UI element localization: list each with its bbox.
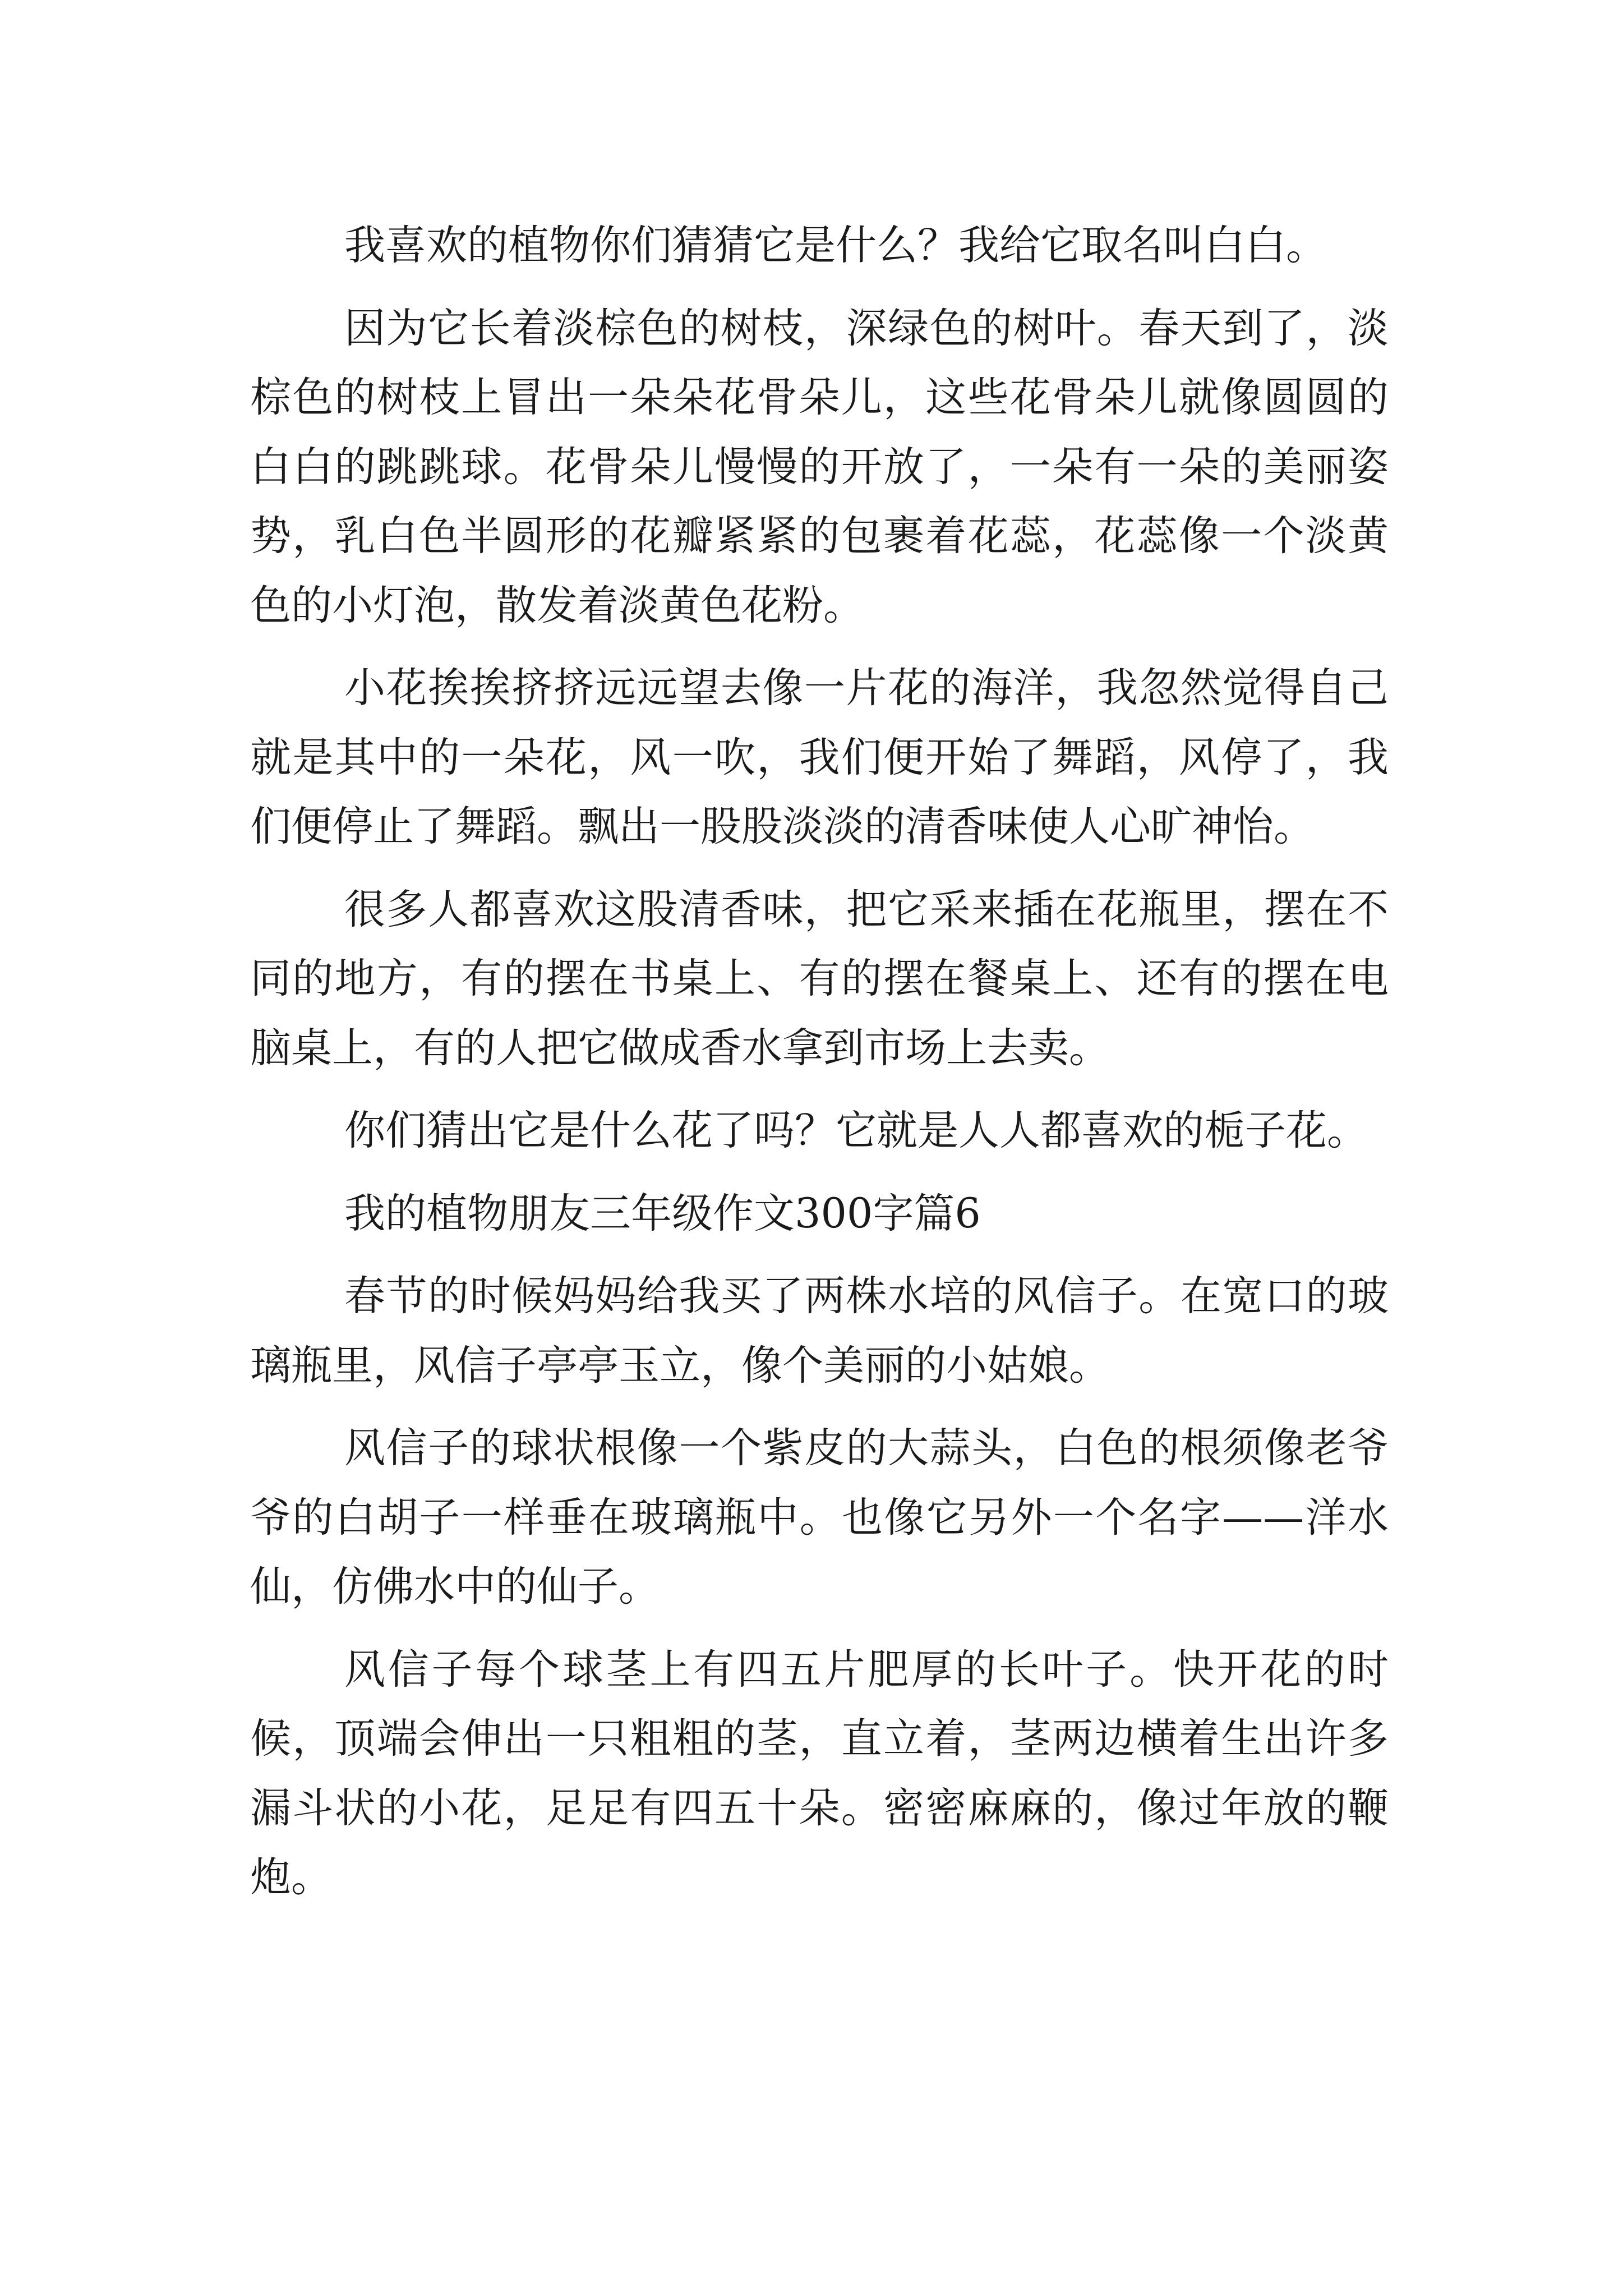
paragraph-8: 风信子每个球茎上有四五片肥厚的长叶子。快开花的时候，顶端会伸出一只粗粗的茎，直立着，茎两边横着生出许多漏斗状的小花，足足有四五十朵。密密麻麻的，像过年放的鞭炮。 — [250, 1645, 1389, 1901]
paragraph-7: 风信子的球状根像一个紫皮的大蒜头，白色的根须像老爷爷的白胡子一样垂在玻璃瓶中。也像它另外一个名字——洋水仙，仿佛水中的仙子。 — [250, 1424, 1389, 1611]
essay-body — [250, 211, 1389, 1926]
paragraph-2: 因为它长着淡棕色的树枝，深绿色的树叶。春天到了，淡棕色的树枝上冒出一朵朵花骨朵儿，这些花骨朵儿就像圆圆的白白的跳跳球。花骨朵儿慢慢的开放了，一朵有一朵的美丽姿势，乳白色半圆形的花瓣紧紧的包裹着花蕊，花蕊像一个淡黄色的小灯泡，散发着淡黄色花粉。 — [250, 304, 1389, 629]
paragraph-3: 小花挨挨挤挤远远望去像一片花的海洋，我忽然觉得自己就是其中的一朵花，风一吹，我们便开始了舞蹈，风停了，我们便停止了舞蹈。飘出一股股淡淡的清香味使人心旷神怡。 — [250, 664, 1389, 850]
paragraph-1: 我喜欢的植物你们猜猜它是什么？我给它取名叫白白。 — [344, 222, 1327, 269]
section-heading: 我的植物朋友三年级作文300字篇6 — [344, 1189, 981, 1237]
paragraph-5: 你们猜出它是什么花了吗？它就是人人都喜欢的栀子花。 — [344, 1107, 1368, 1154]
paragraph-4: 很多人都喜欢这股清香味，把它采来插在花瓶里，摆在不同的地方，有的摆在书桌上、有的摆在餐桌上、还有的摆在电脑桌上，有的人把它做成香水拿到市场上去卖。 — [250, 885, 1389, 1072]
paragraph-6: 春节的时候妈妈给我买了两株水培的风信子。在宽口的玻璃瓶里，风信子亭亭玉立，像个美丽的小姑娘。 — [250, 1272, 1389, 1389]
